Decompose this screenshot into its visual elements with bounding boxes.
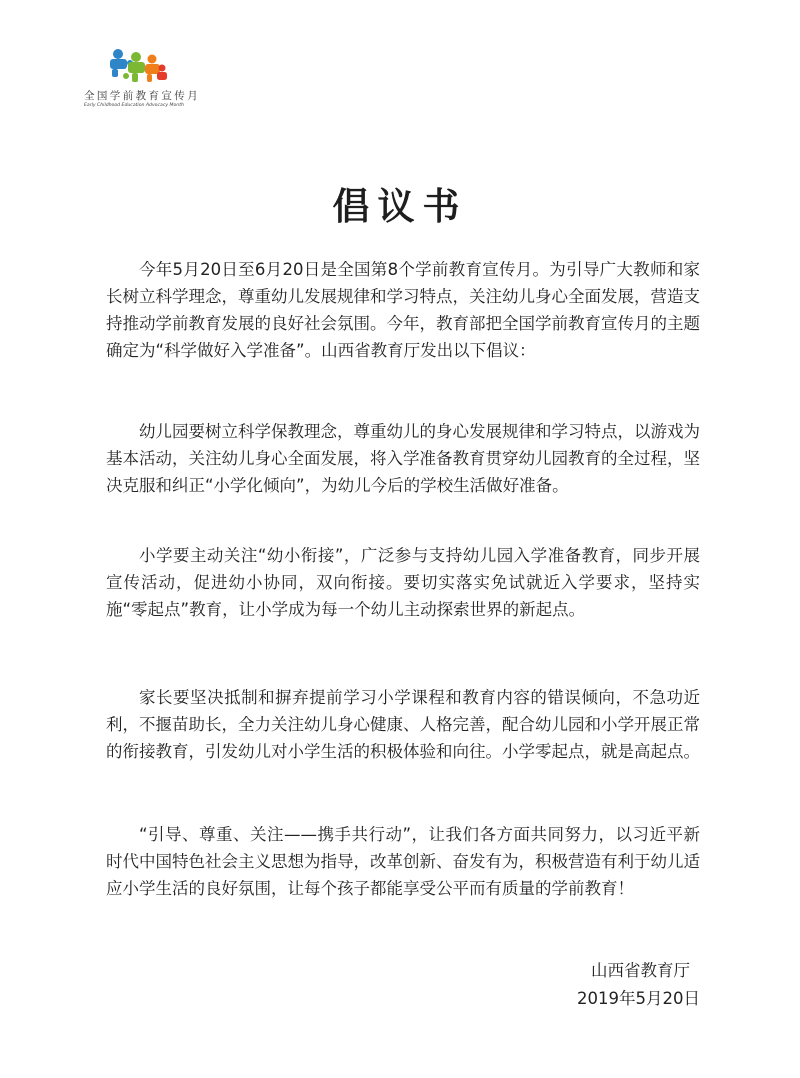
document-title: 倡议书 (332, 185, 468, 228)
paragraph-primary-school: 小学要主动关注“幼小衔接”，广泛参与支持幼儿园入学准备教育，同步开展宣传活动，促进幼小协同，双向衔接。要切实落实免试就近入学要求，坚持实施“零起点”教育，让小学成为每一个幼儿主动探索世界的新起点。 (106, 546, 700, 619)
paragraph-intro: 今年5月20日至6月20日是全国第8个学前教育宣传月。为引导广大教师和家长树立科学理念，尊重幼儿发展规律和学习特点，关注幼儿身心全面发展，营造支持推动学前教育发展的良好社会氛围。今年，教育部把全国学前教育宣传月的主题确定为“科学做好入学准备”。山西省教育厅发出以下倡议： (106, 260, 700, 360)
advocacy-month-logo (84, 46, 214, 116)
signature-date: 2019年5月20日 (577, 989, 700, 1008)
signature-block (577, 957, 700, 1013)
logo-name-cn: 全国学前教育宣传月 (84, 90, 201, 102)
puzzle-people-icon (106, 46, 168, 86)
paragraph-kindergarten: 幼儿园要树立科学保教理念，尊重幼儿的身心发展规律和学习特点，以游戏为基本活动，关注幼儿身心全面发展，将入学准备教育贯穿幼儿园教育的全过程，坚决克服和纠正“小学化倾向”，为幼儿今后的学校生活做好准备。 (106, 422, 700, 495)
paragraph-parents: 家长要坚决抵制和摒弃提前学习小学课程和教育内容的错误倾向，不急功近利，不揠苗助长，全力关注幼儿身心健康、人格完善，配合幼儿园和小学开展正常的衔接教育，引发幼儿对小学生活的积极体验和向往。小学零起点，就是高起点。 (106, 688, 700, 761)
logo-name-en: Early Childhood Education Advocacy Month (84, 103, 184, 108)
signature-organization: 山西省教育厅 (591, 961, 690, 980)
paragraph-closing: “引导、尊重、关注——携手共行动”，让我们各方面共同努力，以习近平新时代中国特色社会主义思想为指导，改革创新、奋发有为，积极营造有利于幼儿适应小学生活的良好氛围，让每个孩子都能享受公平而有质量的学前教育！ (106, 825, 700, 898)
